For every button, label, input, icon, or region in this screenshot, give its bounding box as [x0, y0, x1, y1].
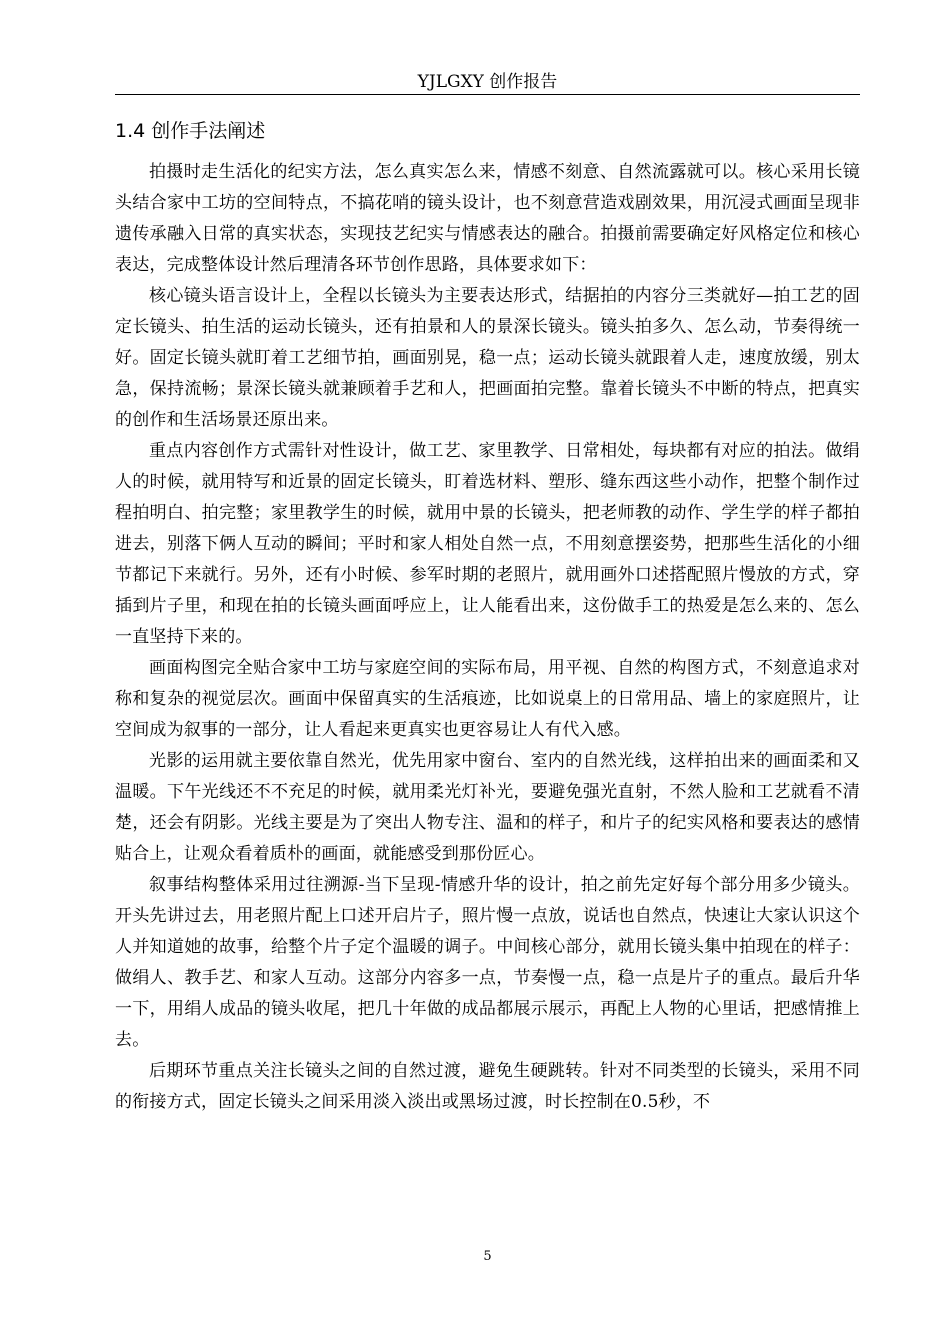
- paragraph: 光影的运用就主要依靠自然光，优先用家中窗台、室内的自然光线，这样拍出来的画面柔和又温暖。下午光线还不不充足的时候，就用柔光灯补光，要避免强光直射，不然人脸和工艺就看不清楚，还会有阴影。光线主要是为了突出人物专注、温和的样子，和片子的纪实风格和要表达的感情贴合上，让观众看着质朴的画面，就能感受到那份匠心。: [115, 751, 860, 864]
- paragraph: 拍摄时走生活化的纪实方法，怎么真实怎么来，情感不刻意、自然流露就可以。核心采用长镜头结合家中工坊的空间特点，不搞花哨的镜头设计，也不刻意营造戏剧效果，用沉浸式画面呈现非遗传承融入日常的真实状态，实现技艺纪实与情感表达的融合。拍摄前需要确定好风格定位和核心表达，完成整体设计然后理清各环节创作思路，具体要求如下：: [115, 162, 860, 275]
- paragraph: 画面构图完全贴合家中工坊与家庭空间的实际布局，用平视、自然的构图方式，不刻意追求对称和复杂的视觉层次。画面中保留真实的生活痕迹，比如说桌上的日常用品、墙上的家庭照片，让空间成为叙事的一部分，让人看起来更真实也更容易让人有代入感。: [115, 658, 860, 740]
- body-text: [115, 157, 860, 1118]
- paragraph: 叙事结构整体采用过往溯源-当下呈现-情感升华的设计，拍之前先定好每个部分用多少镜头。开头先讲过去，用老照片配上口述开启片子，照片慢一点放，说话也自然点，快速让大家认识这个人并知道她的故事，给整个片子定个温暖的调子。中间核心部分，就用长镜头集中拍现在的样子：做绢人、教手艺、和家人互动。这部分内容多一点，节奏慢一点，稳一点是片子的重点。最后升华一下，用绢人成品的镜头收尾，把几十年做的成品都展示展示，再配上人物的心里话，把感情推上去。: [115, 875, 860, 1050]
- paragraph: 核心镜头语言设计上，全程以长镜头为主要表达形式，结据拍的内容分三类就好—拍工艺的固定长镜头、拍生活的运动长镜头，还有拍景和人的景深长镜头。镜头拍多久、怎么动，节奏得统一好。固定长镜头就盯着工艺细节拍，画面别晃，稳一点；运动长镜头就跟着人走，速度放缓，别太急，保持流畅；景深长镜头就兼顾着手艺和人，把画面拍完整。靠着长镜头不中断的特点，把真实的创作和生活场景还原出来。: [115, 286, 860, 430]
- paragraph: 后期环节重点关注长镜头之间的自然过渡，避免生硬跳转。针对不同类型的长镜头，采用不同的衔接方式，固定长镜头之间采用淡入淡出或黑场过渡，时长控制在0.5秒，不: [115, 1061, 860, 1112]
- page-header: YJLGXY 创作报告: [115, 70, 860, 95]
- section-title: 1.4 创作手法阐述: [115, 120, 266, 142]
- page-number: 5: [483, 1249, 492, 1264]
- paragraph: 重点内容创作方式需针对性设计，做工艺、家里教学、日常相处，每块都有对应的拍法。做绢人的时候，就用特写和近景的固定长镜头，盯着选材料、塑形、缝东西这些小动作，把整个制作过程拍明白、拍完整；家里教学生的时候，就用中景的长镜头，把老师教的动作、学生学的样子都拍进去，别落下俩人互动的瞬间；平时和家人相处自然一点，不用刻意摆姿势，把那些生活化的小细节都记下来就行。另外，还有小时候、参军时期的老照片，就用画外口述搭配照片慢放的方式，穿插到片子里，和现在拍的长镜头画面呼应上，让人能看出来，这份做手工的热爱是怎么来的、怎么一直坚持下来的。: [115, 441, 860, 647]
